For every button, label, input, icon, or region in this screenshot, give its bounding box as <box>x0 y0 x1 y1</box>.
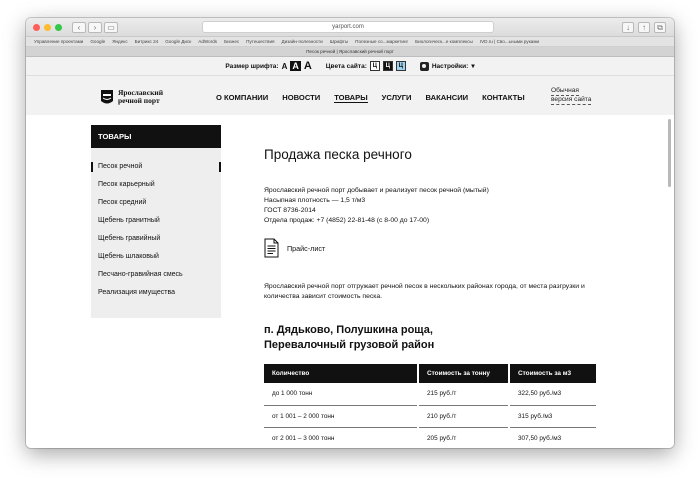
nav-vacancies[interactable]: ВАКАНСИИ <box>425 93 469 102</box>
sidebar-item-property-sale[interactable]: Реализация имущества <box>98 289 176 296</box>
tabs-overview-icon[interactable]: ⧉ <box>654 22 666 33</box>
sidebar-item-sand-gravel-mix[interactable]: Песчано-гравийная смесь <box>98 271 183 278</box>
bookmark-item[interactable]: Биологическ...е комплексы <box>415 39 473 44</box>
site-logo[interactable] <box>100 88 163 106</box>
sidebar-item-gravel[interactable]: Щебень гравийный <box>98 235 161 242</box>
sidebar-toggle-icon[interactable]: ▭ <box>104 22 118 33</box>
font-size-large-button[interactable]: A <box>303 60 312 72</box>
font-size-small-button[interactable]: A <box>281 61 288 71</box>
sidebar-item-granite-gravel[interactable]: Щебень гранитный <box>98 217 160 224</box>
page-content <box>26 115 674 448</box>
bookmark-item[interactable]: Шрифты <box>329 39 349 44</box>
bookmarks-bar <box>26 37 674 47</box>
table-cell-quantity: от 1 001 – 2 000 тонн <box>264 405 418 427</box>
section-title-line2: Перевалочный грузовой район <box>264 339 435 351</box>
accessibility-toolbar <box>26 57 674 76</box>
sales-phone: Отдела продаж: +7 (4852) 22-81-48 (с 8-00 до 17-00) <box>264 217 430 224</box>
back-button[interactable]: ‹ <box>72 22 86 33</box>
bookmark-item[interactable]: Яндекс <box>112 39 128 44</box>
bookmark-item[interactable]: AdWords <box>198 39 218 44</box>
intro-line: Ярославский речной порт добывает и реализует песок речной (мытый) <box>264 187 489 194</box>
logo-text-line1: Ярославский <box>118 88 164 97</box>
intro-line: Насыпная плотность — 1,5 т/м3 <box>264 197 366 204</box>
nav-products[interactable]: ТОВАРЫ <box>334 93 368 102</box>
sidebar-item-quarry-sand[interactable]: Песок карьерный <box>98 181 155 188</box>
table-cell-price-ton: 210 руб./т <box>418 405 509 427</box>
page-title: Продажа песка речного <box>264 147 412 162</box>
price-table <box>264 364 596 448</box>
font-size-medium-button[interactable]: A <box>292 61 299 71</box>
bookmark-item[interactable]: Дизайн-полезности <box>281 39 323 44</box>
address-bar[interactable]: yarport.com <box>202 21 494 33</box>
scrollbar[interactable] <box>668 119 671 187</box>
close-window-button[interactable] <box>33 24 40 31</box>
bookmark-item[interactable]: Битрикс 24 <box>134 39 159 44</box>
bookmark-item[interactable]: Управление проектами <box>34 39 84 44</box>
share-icon[interactable]: ↑ <box>638 22 650 33</box>
zoom-window-button[interactable] <box>55 24 62 31</box>
table-cell-price-m3: 315 руб./м3 <box>509 405 596 427</box>
sidebar-item-slag-gravel[interactable]: Щебень шлаковый <box>98 253 159 260</box>
color-scheme-blue-button[interactable]: Ц <box>396 61 406 71</box>
bookmark-item[interactable]: Google Диск <box>165 39 192 44</box>
window-controls <box>33 24 62 31</box>
table-header-price-per-m3: Стоимость за м3 <box>509 364 596 383</box>
chevron-down-icon: ▾ <box>471 63 475 70</box>
table-cell-price-ton: 215 руб./т <box>418 383 509 405</box>
regular-version-link[interactable] <box>551 87 591 105</box>
table-cell-quantity: от 2 001 – 3 000 тонн <box>264 427 418 448</box>
table-cell-price-m3: 322,50 руб./м3 <box>509 383 596 405</box>
document-icon <box>264 238 279 258</box>
nav-about[interactable]: О КОМПАНИИ <box>216 93 269 102</box>
table-row <box>264 427 596 448</box>
logo-text-line2: речной порт <box>118 96 160 105</box>
nav-contacts[interactable]: КОНТАКТЫ <box>482 93 525 102</box>
bookmark-item[interactable]: Путешествия <box>246 39 275 44</box>
bookmark-item[interactable]: Полезные со...маркетинг <box>355 39 409 44</box>
product-intro <box>264 186 489 226</box>
intro-line: ГОСТ 8736-2014 <box>264 207 316 214</box>
gear-icon <box>420 62 429 71</box>
sidebar-item-river-sand[interactable]: Песок речной <box>91 158 221 176</box>
settings-label: Настройки: <box>431 62 469 70</box>
color-scheme-white-button[interactable]: Ц <box>370 61 380 71</box>
bookmark-item[interactable]: Google <box>90 39 106 44</box>
table-cell-price-ton: 205 руб./т <box>418 427 509 448</box>
table-header-quantity: Количество <box>264 364 418 383</box>
table-cell-price-m3: 307,50 руб./м3 <box>509 427 596 448</box>
anchor-logo-icon <box>100 88 114 106</box>
products-sidebar <box>91 125 221 318</box>
table-header-price-per-ton: Стоимость за тонну <box>418 364 509 383</box>
active-tab[interactable]: Песок речной | Ярославский речной порт <box>26 47 674 57</box>
delivery-description: Ярославский речной порт отгружает речной песок в нескольких районах города, от места разгрузки и количества зависит стоимость песка. <box>264 283 585 300</box>
font-size-label: Размер шрифта: <box>225 62 279 70</box>
regular-version-line1: Обычная <box>551 87 579 94</box>
nav-news[interactable]: НОВОСТИ <box>282 93 321 102</box>
table-cell-quantity: до 1 000 тонн <box>264 383 418 405</box>
sidebar-item-medium-sand[interactable]: Песок средний <box>98 199 147 206</box>
table-row <box>264 405 596 427</box>
bookmark-item[interactable]: Бизнес <box>224 39 240 44</box>
minimize-window-button[interactable] <box>44 24 51 31</box>
download-icon[interactable]: ↓ <box>622 22 634 33</box>
nav-services[interactable]: УСЛУГИ <box>381 93 412 102</box>
section-title <box>264 323 434 353</box>
price-list-link[interactable] <box>264 238 325 258</box>
settings-dropdown[interactable] <box>420 62 475 71</box>
color-scheme-black-button[interactable]: Ц <box>383 61 393 71</box>
table-row <box>264 383 596 405</box>
colors-label: Цвета сайта: <box>325 62 367 70</box>
forward-button[interactable]: › <box>88 22 102 33</box>
price-list-label: Прайс-лист <box>287 243 326 253</box>
browser-window <box>26 18 674 448</box>
sidebar-title: ТОВАРЫ <box>91 125 221 148</box>
main-nav <box>216 93 525 103</box>
bookmark-item[interactable]: IVD.ru | Сво...ьными руками <box>479 39 540 44</box>
section-title-line1: п. Дядьково, Полушкина роща, <box>264 324 433 336</box>
browser-titlebar <box>26 18 674 37</box>
regular-version-line2: версия сайта <box>551 96 592 103</box>
site-header <box>26 76 674 120</box>
